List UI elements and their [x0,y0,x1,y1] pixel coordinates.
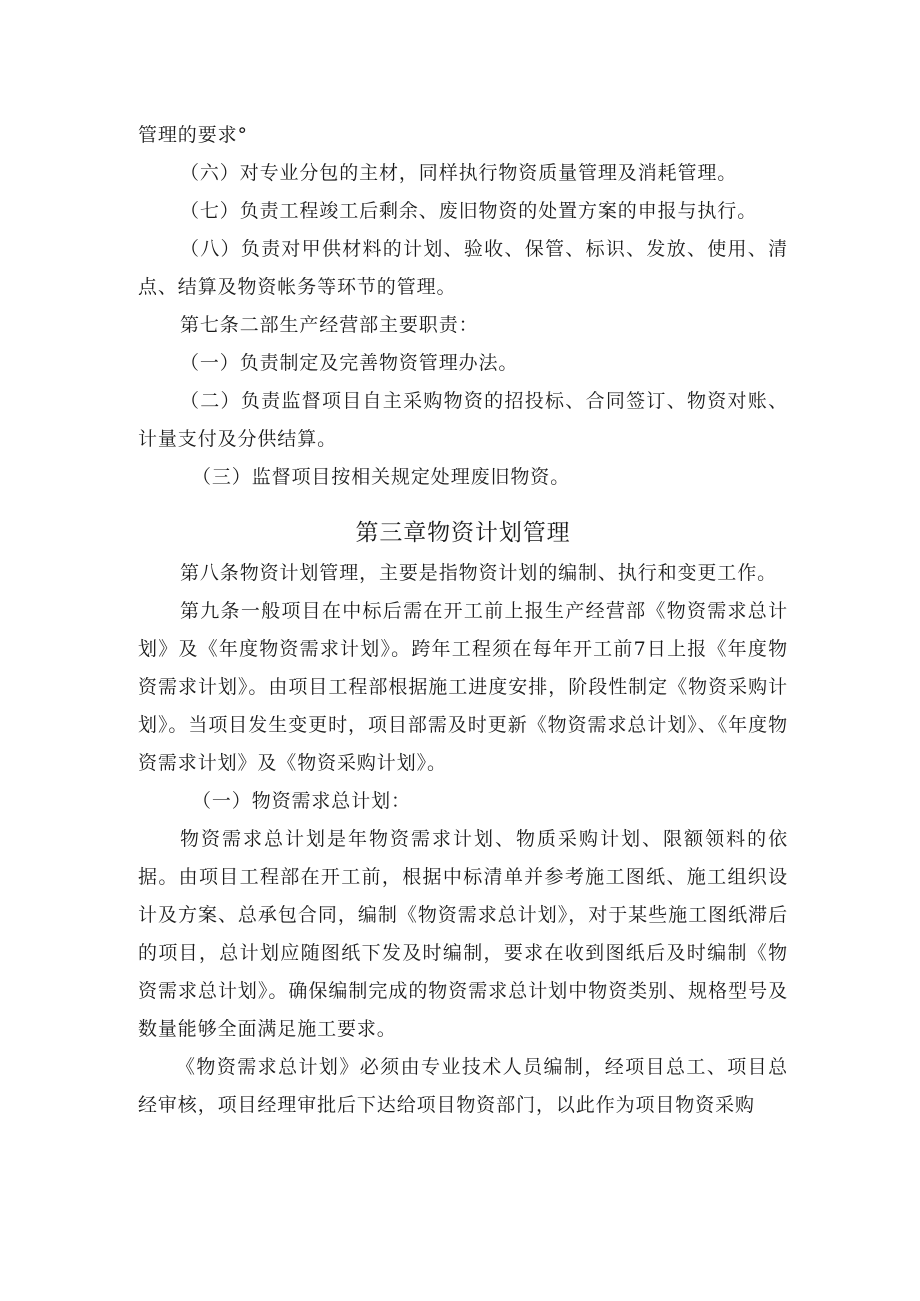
article-7-heading: 第七条二部生产经营部主要职责： [180,314,479,336]
paragraph-duty-1: （一）负责制定及完善物资管理办法。 [180,352,519,374]
chapter-title: 第三章物资计划管理 [355,520,571,546]
paragraph-item-7: （七）负责工程竣工后剩余、废旧物资的处置方案的申报与执行。 [180,200,758,222]
paragraph-continuation: 管理的要求° [138,124,248,146]
paragraph-item-8: （八）负责对甲供材料的计划、验收、保管、标识、发放、使用、清点、结算及物资帐务等环节的管理。 [138,238,788,298]
paragraph-item-6: （六）对专业分包的主材，同样执行物资质量管理及消耗管理。 [180,162,738,184]
paragraph-plan-approval: 《物资需求总计划》必须由专业技术人员编制，经项目总工、项目总经审核，项目经理审批后下达给项目物资部门，以此作为项目物资采购 [138,1056,788,1116]
article-8: 第八条物资计划管理，主要是指物资计划的编制、执行和变更工作。 [180,562,778,584]
section-heading-total-plan: （一）物资需求总计划： [192,790,411,812]
paragraph-duty-2: （二）负责监督项目自主采购物资的招投标、合同签订、物资对账、计量支付及分供结算。 [138,390,788,450]
article-9: 第九条一般项目在中标后需在开工前上报生产经营部《物资需求总计划》及《年度物资需求计划》。跨年工程须在每年开工前7日上报《年度物资需求计划》。由项目工程部根据施工进度安排，阶段性制定《物资采购计划》。当项目发生变更时，项目部需及时更新《物资需求总计划》、《年度物资需求计划》及《物资采购计划》。 [138,600,788,774]
paragraph-duty-3: （三）监督项目按相关规定处理废旧物资。 [192,466,571,488]
paragraph-total-plan: 物资需求总计划是年物资需求计划、物质采购计划、限额领料的依据。由项目工程部在开工前，根据中标清单并参考施工图纸、施工组织设计及方案、总承包合同，编制《物资需求总计划》，对于某些施工图纸滞后的项目，总计划应随图纸下发及时编制，要求在收到图纸后及时编制《物资需求总计划》。确保编制完成的物资需求总计划中物资类别、规格型号及数量能够全面满足施工要求。 [138,828,788,1040]
document-body [138,116,788,1124]
